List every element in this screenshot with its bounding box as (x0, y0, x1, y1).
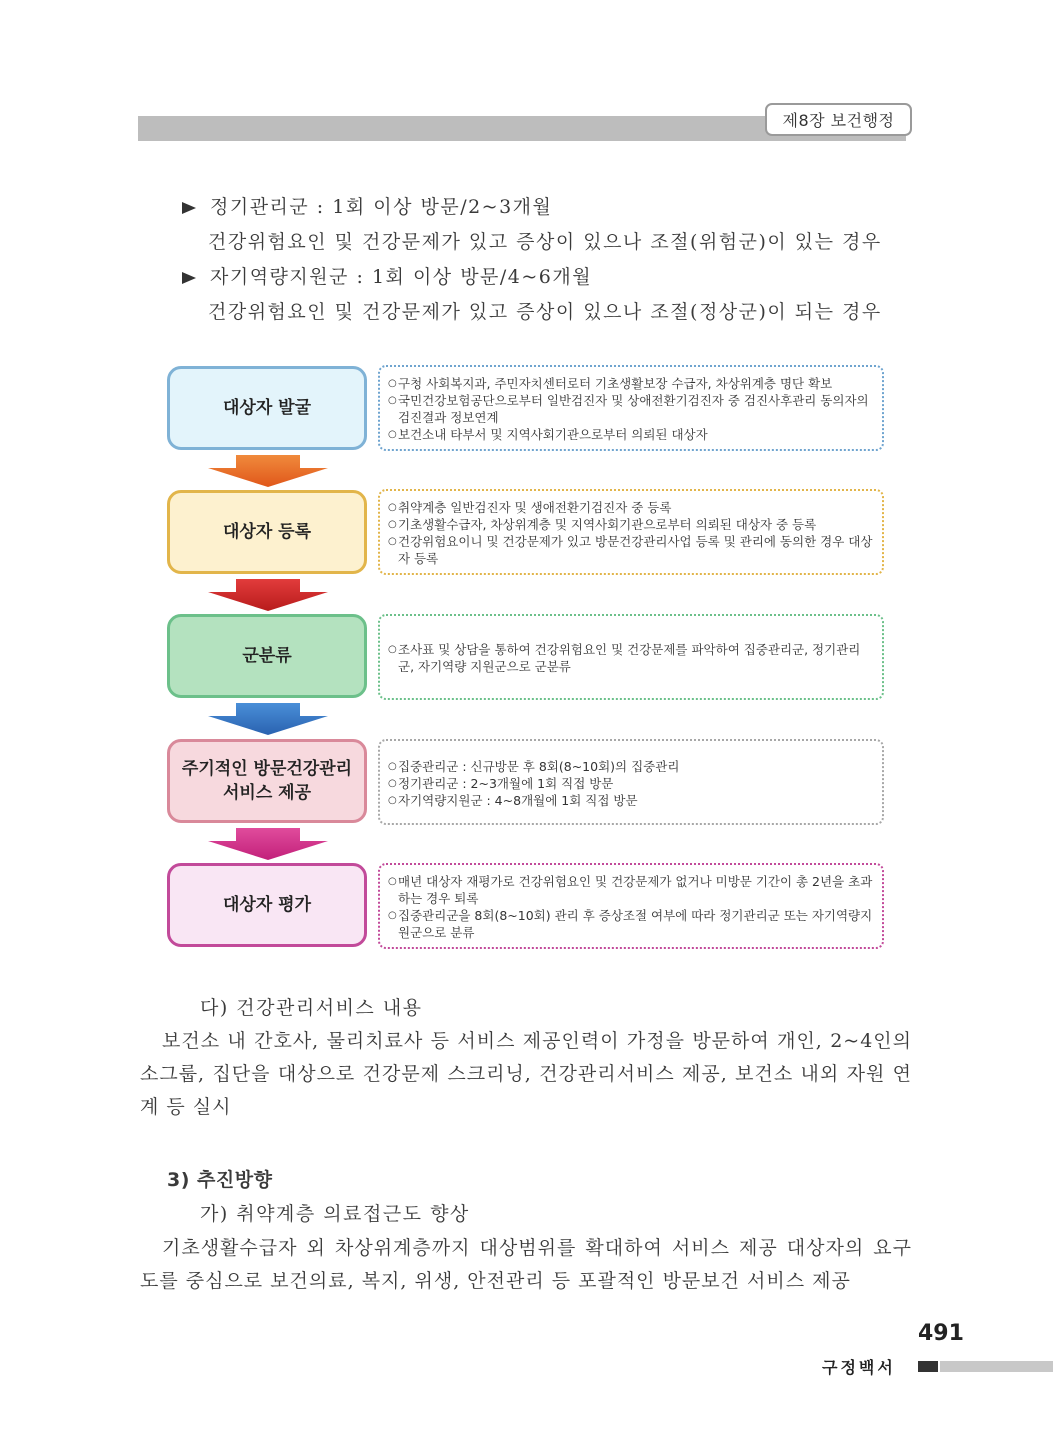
stage-label: 군분류 (242, 646, 292, 666)
desc-item: ○ 기초생활수급자, 차상위계층 및 지역사회기관으로부터 의뢰된 대상자 중 등록 (388, 516, 874, 533)
desc-item: ○ 정기관리군 : 2~3개월에 1회 직접 방문 (388, 775, 874, 792)
stage-label (182, 757, 352, 805)
desc-item: ○ 국민건강보험공단으로부터 일반검진자 및 상애전환기검진자 중 검진사후관리 동의자의 검진결과 정보연계 (388, 392, 874, 426)
bullet-desc: 건강위험요인 및 건강문제가 있고 증상이 있으나 조절(정상군)이 되는 경우 (208, 301, 882, 323)
down-arrow-icon (208, 579, 328, 611)
down-arrow-icon (208, 703, 328, 735)
stage-box-service (167, 739, 367, 823)
stage-desc-registration (378, 489, 884, 575)
triangle-bullet-icon (182, 272, 196, 284)
stage-desc-service (378, 739, 884, 825)
desc-item: ○ 집중관리군을 8회(8~10회) 관리 후 증상조절 여부에 따라 정기관리군 또는 자기역량지원군으로 분류 (388, 907, 874, 941)
stage-label: 대상자 등록 (222, 522, 312, 542)
desc-item: ○ 보건소내 타부서 및 지역사회기관으로부터 의뢰된 대상자 (388, 426, 874, 443)
triangle-bullet-icon (182, 202, 196, 214)
down-arrow-icon (208, 455, 328, 487)
footer-bar-gray (940, 1361, 1053, 1372)
book-title: 구정백서 (822, 1358, 896, 1377)
bullet-desc: 건강위험요인 및 건강문제가 있고 증상이 있으나 조절(위험군)이 있는 경우 (208, 231, 882, 253)
desc-item: ○ 구청 사회복지과, 주민자치센터로터 기초생활보장 수급자, 차상위계층 명단 확보 (388, 375, 874, 392)
desc-item: ○ 조사표 및 상담을 통하여 건강위험요인 및 건강문제를 파악하여 집중관리군, 정기관리군, 자기역량 지원군으로 군분류 (388, 641, 874, 675)
desc-item: ○ 취약계층 일반검진자 및 생애전환기검진자 중 등록 (388, 499, 874, 516)
stage-desc-discovery (378, 365, 884, 451)
stage-label-line2: 서비스 제공 (222, 783, 311, 803)
bullet-title: 자기역량지원군 : 1회 이상 방문/4~6개월 (210, 266, 593, 288)
stage-box-discovery (167, 366, 367, 450)
section-heading: 3) 추진방향 (167, 1169, 273, 1191)
down-arrow-icon (208, 828, 328, 860)
desc-item: ○ 매년 대상자 재평가로 건강위험요인 및 건강문제가 없거나 미방문 기간이 총 2년을 초과하는 경우 퇴록 (388, 873, 874, 907)
section-paragraph (140, 1025, 912, 1124)
bullet-item (182, 262, 592, 289)
desc-item: ○ 건강위험요이니 및 건강문제가 있고 방문건강관리사업 등록 및 관리에 동의한 경우 대상자 등록 (388, 533, 874, 567)
section-heading: 다) 건강관리서비스 내용 (200, 997, 423, 1019)
stage-desc-classification (378, 614, 884, 700)
stage-box-registration (167, 490, 367, 574)
paragraph-text: 기초생활수급자 외 차상위계층까지 대상범위를 확대하여 서비스 제공 대상자의 요구도를 중심으로 보건의료, 복지, 위생, 안전관리 등 포괄적인 방문보건 서비스 제공 (140, 1237, 912, 1292)
stage-label: 대상자 발굴 (222, 398, 312, 418)
section-paragraph (140, 1232, 912, 1298)
stage-box-classification (167, 614, 367, 698)
section-subheading: 가) 취약계층 의료접근도 향상 (200, 1203, 470, 1225)
desc-item: ○ 자기역량지원군 : 4~8개월에 1회 직접 방문 (388, 792, 874, 809)
stage-label: 대상자 평가 (222, 895, 312, 915)
bullet-title: 정기관리군 : 1회 이상 방문/2~3개월 (210, 196, 553, 218)
desc-item: ○ 집중관리군 : 신규방문 후 8회(8~10회)의 집중관리 (388, 758, 874, 775)
chapter-label: 제8장 보건행정 (765, 103, 912, 136)
bullet-item (182, 192, 552, 219)
page-number: 491 (918, 1321, 964, 1346)
stage-label-line1: 주기적인 방문건강관리 (181, 759, 353, 779)
stage-box-evaluation (167, 863, 367, 947)
stage-desc-evaluation (378, 863, 884, 949)
paragraph-text: 보건소 내 간호사, 물리치료사 등 서비스 제공인력이 가정을 방문하여 개인, 2~4인의 소그룹, 집단을 대상으로 건강문제 스크리닝, 건강관리서비스 제공, 보건소 내외 자원 연계 등 실시 (140, 1030, 912, 1118)
footer-bar-dark (918, 1361, 938, 1372)
